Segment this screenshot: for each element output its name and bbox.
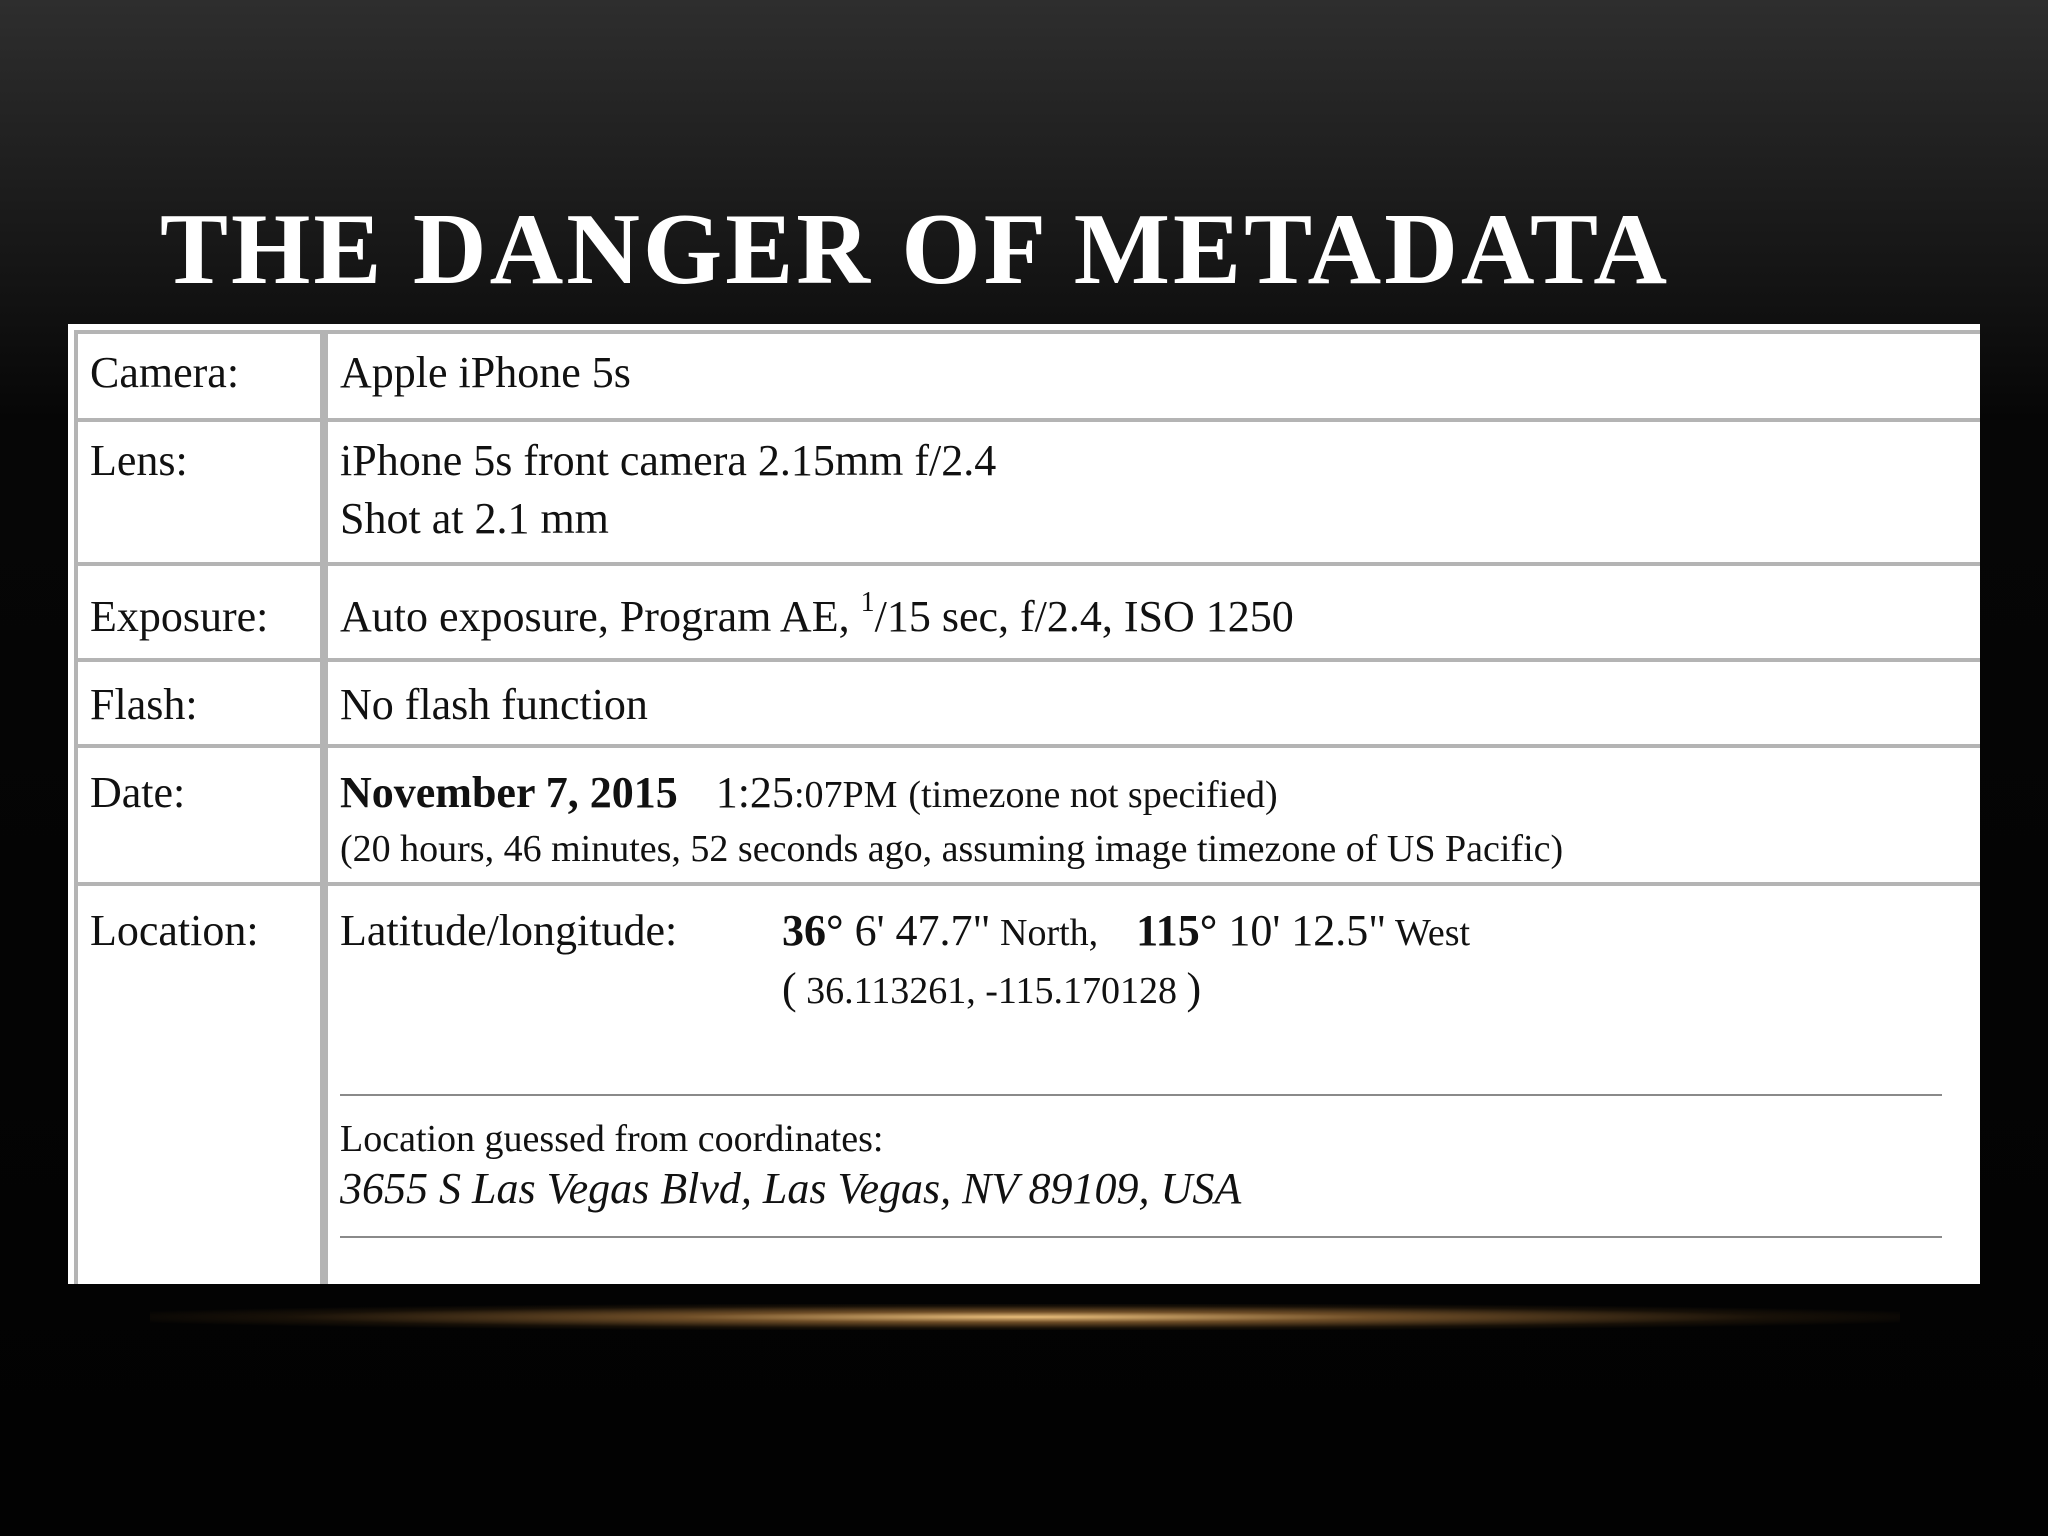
date-relative: (20 hours, 46 minutes, 52 seconds ago, assuming image timezone of US Pacific) [340, 828, 1564, 870]
exposure-suffix: /15 sec, f/2.4, ISO 1250 [874, 592, 1294, 641]
metadata-table [68, 324, 1980, 1284]
divider-bottom [340, 1236, 1942, 1238]
latlon-value [782, 906, 1470, 958]
decimal-coordinates [782, 964, 1201, 1016]
date-value [340, 768, 1278, 820]
lens-value-line1: iPhone 5s front camera 2.15mm f/2.4 [340, 436, 997, 485]
date-time-s: :07PM [793, 774, 898, 816]
camera-value: Apple iPhone 5s [340, 348, 631, 397]
lon-direction: West [1386, 912, 1471, 954]
location-label: Location: [90, 906, 259, 955]
exposure-prefix: Auto exposure, Program AE, [340, 592, 861, 641]
lat-direction: North, [990, 912, 1099, 954]
flash-value: No flash function [340, 680, 648, 729]
location-guess-label: Location guessed from coordinates: [340, 1118, 884, 1160]
location-address: 3655 S Las Vegas Blvd, Las Vegas, NV 89109, USA [340, 1164, 1242, 1213]
camera-label: Camera: [90, 348, 240, 397]
lens-label: Lens: [90, 436, 188, 485]
paren-open: ( [782, 964, 797, 1013]
slide-title: THE DANGER OF METADATA [160, 193, 1671, 306]
exposure-value [340, 587, 1294, 648]
lat-minutes-seconds: 6' 47.7" [843, 906, 991, 955]
decimal-value: 36.113261, -115.170128 [796, 970, 1187, 1012]
divider-top [340, 1094, 1942, 1096]
exposure-numerator: 1 [860, 587, 875, 618]
exposure-label: Exposure: [90, 592, 269, 641]
decorative-glow-line [150, 1304, 1900, 1330]
lat-degrees: 36° [782, 906, 844, 955]
paren-close: ) [1186, 964, 1202, 1013]
latlon-label: Latitude/longitude: [340, 906, 678, 955]
lens-value-line2: Shot at 2.1 mm [340, 494, 609, 543]
date-tz-note: (timezone not specified) [908, 774, 1278, 816]
date-time-hm: 1:25 [715, 768, 794, 817]
lon-minutes-seconds: 10' 12.5" [1217, 906, 1387, 955]
lon-degrees: 115° [1136, 906, 1218, 955]
date-date: November 7, 2015 [340, 768, 678, 817]
date-label: Date: [90, 768, 186, 817]
flash-label: Flash: [90, 680, 198, 729]
